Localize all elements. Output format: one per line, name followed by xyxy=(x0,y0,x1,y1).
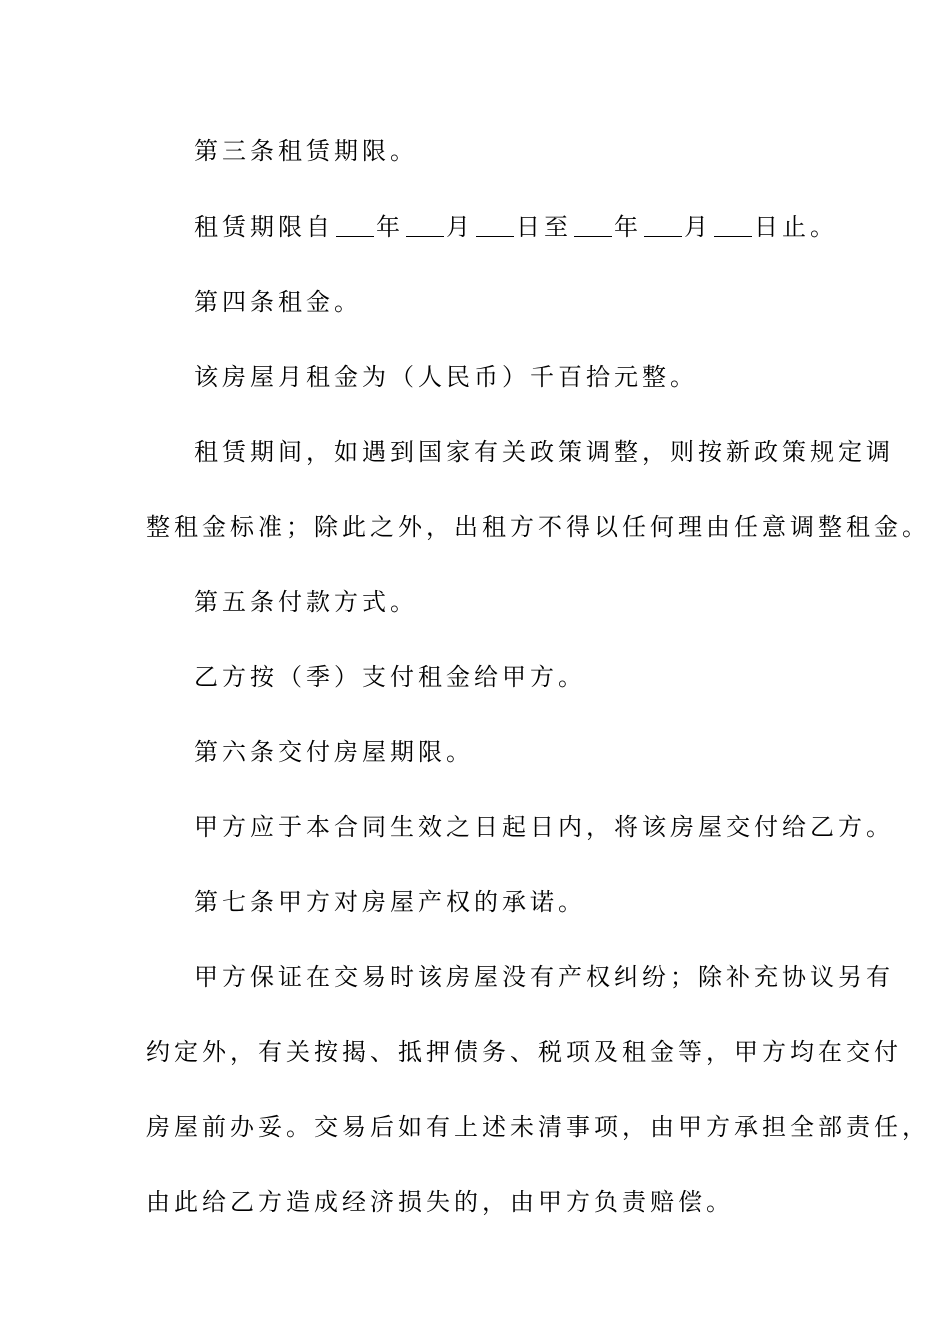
lease-term-year-1: 年 xyxy=(376,213,404,241)
blank-year-start[interactable] xyxy=(336,216,374,237)
delivery-paragraph: 甲方应于本合同生效之日起日内，将该房屋交付给乙方。 xyxy=(194,813,894,841)
lease-term-month-1: 月 xyxy=(446,213,474,241)
article-6-title: 第六条交付房屋期限。 xyxy=(194,738,474,766)
lease-term-year-2: 年 xyxy=(614,213,642,241)
blank-month-start[interactable] xyxy=(406,216,444,237)
commitment-line-3: 房屋前办妥。交易后如有上述未清事项，由甲方承担全部责任， xyxy=(146,1113,930,1141)
article-4-title: 第四条租金。 xyxy=(194,288,362,316)
lease-term-prefix: 租赁期限自 xyxy=(194,213,334,241)
article-3-title: 第三条租赁期限。 xyxy=(194,137,418,165)
blank-day-start[interactable] xyxy=(476,216,514,237)
article-7-title: 第七条甲方对房屋产权的承诺。 xyxy=(194,888,586,916)
lease-term-month-2: 月 xyxy=(684,213,712,241)
commitment-line-2: 约定外，有关按揭、抵押债务、税项及租金等，甲方均在交付 xyxy=(146,1038,902,1066)
payment-paragraph: 乙方按（季）支付租金给甲方。 xyxy=(194,663,586,691)
lease-term-paragraph xyxy=(194,212,838,242)
lease-term-day-1: 日至 xyxy=(516,213,572,241)
commitment-line-1: 甲方保证在交易时该房屋没有产权纠纷；除补充协议另有 xyxy=(194,963,894,991)
blank-year-end[interactable] xyxy=(574,216,612,237)
monthly-rent-paragraph: 该房屋月租金为（人民币）千百拾元整。 xyxy=(194,363,698,391)
rent-adjust-line-1: 租赁期间，如遇到国家有关政策调整，则按新政策规定调 xyxy=(194,438,894,466)
blank-month-end[interactable] xyxy=(644,216,682,237)
blank-day-end[interactable] xyxy=(714,216,752,237)
lease-term-day-2: 日止。 xyxy=(754,213,838,241)
commitment-line-4: 由此给乙方造成经济损失的，由甲方负责赔偿。 xyxy=(146,1188,734,1216)
article-5-title: 第五条付款方式。 xyxy=(194,588,418,616)
rent-adjust-line-2: 整租金标准；除此之外，出租方不得以任何理由任意调整租金。 xyxy=(146,513,930,541)
